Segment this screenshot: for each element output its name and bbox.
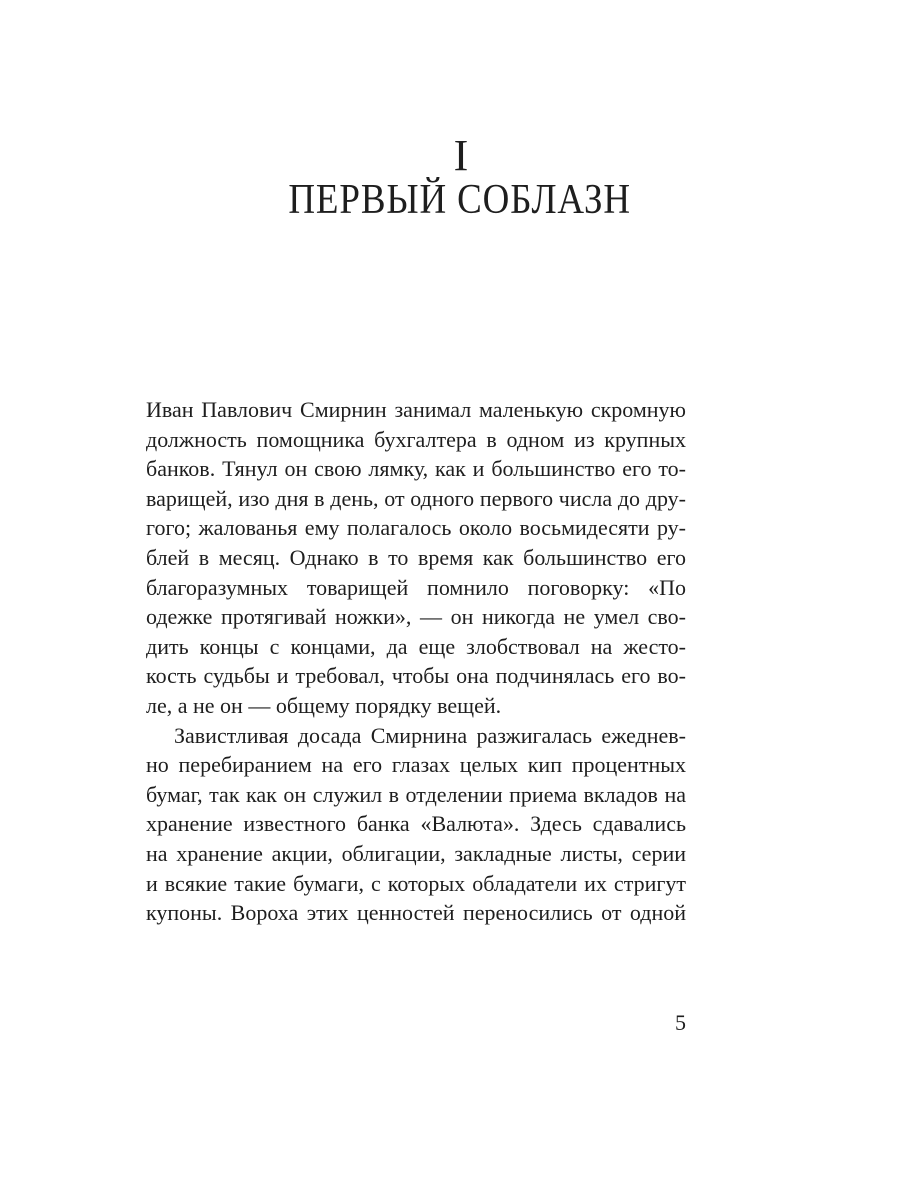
text-line: хранение известного банка «Валюта». Здесь сдавались [146, 811, 686, 837]
text-line: на хранение акции, облигации, закладные листы, серии [146, 840, 686, 866]
text-line: ле, а не он — общему порядку вещей. [146, 692, 502, 718]
text-line: благоразумных товарищей помнило поговорку: «По [146, 574, 686, 600]
text-line: Иван Павлович Смирнин занимал маленькую скромную [146, 397, 686, 422]
paragraph-1 [146, 395, 686, 721]
text-line: бумаг, так как он служил в отделении приема вкладов на [146, 781, 686, 807]
text-line: варищей, изо дня в день, от одного первого числа до дру- [146, 485, 686, 511]
text-line: должность помощника бухгалтера в одном из крупных [146, 426, 686, 452]
text-line: Завистливая досада Смирнина разжигалась ежеднев- [174, 722, 686, 748]
chapter-number: I [453, 131, 469, 180]
chapter-title: ПЕРВЫЙ СОБЛАЗН [288, 177, 632, 223]
body-text [146, 395, 686, 928]
text-line: дить концы с концами, да еще злобствовал на жесто- [146, 633, 686, 659]
page-number: 5 [675, 1010, 686, 1035]
paragraph-2 [146, 721, 686, 928]
text-line: блей в месяц. Однако в то время как большинство его [146, 544, 686, 570]
text-line: но перебиранием на его глазах целых кип процентных [146, 752, 686, 778]
text-line: одежке протягивай ножки», — он никогда не умел сво- [146, 604, 686, 630]
text-line: купоны. Вороха этих ценностей переносились от одной [146, 900, 686, 926]
text-line: и всякие такие бумаги, с которых обладатели их стригут [146, 870, 686, 896]
text-line: гого; жалованья ему полагалось около восьмидесяти ру- [146, 515, 686, 541]
text-line: кость судьбы и требовал, чтобы она подчинялась его во- [146, 663, 686, 689]
text-line: банков. Тянул он свою лямку, как и большинство его то- [146, 456, 686, 482]
